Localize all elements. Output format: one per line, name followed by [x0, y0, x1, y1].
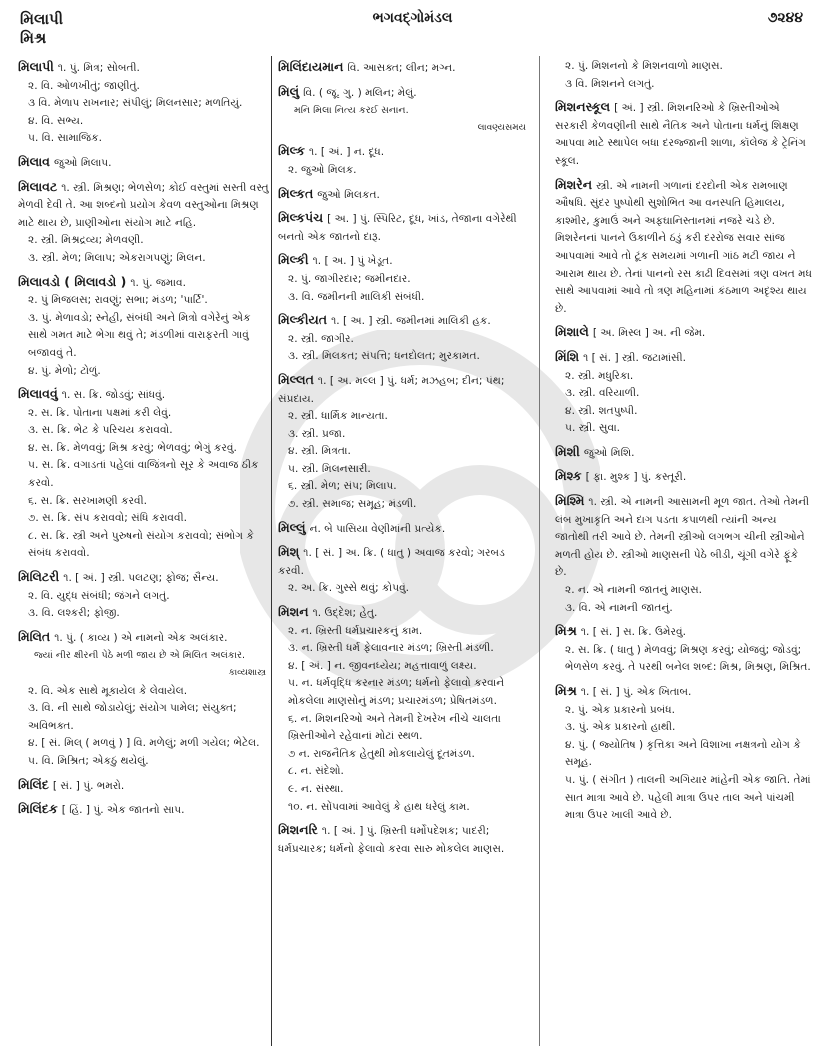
entry-sense: ૧. [ સં. ] અ. ક્રિ. ( ધાતુ ) અવાજ કરવો; ગરબડ કરવી. — [278, 547, 505, 577]
dictionary-entry — [18, 385, 270, 563]
entry-sense: [ અ. ] પું. સ્પિરિટ, દૂધ, ખાંડ, તેજાના વગેરેથી બનતો એક જાતનો દારૂ. — [278, 213, 517, 243]
entry-sense: ૨. વિ. એક સાથે મૂકાયેલ કે લેવાયેલ. — [28, 684, 188, 697]
entry-sense: ૬. ન. મિશનરિઓ અને તેમની દેખરેખ નીચે ચાલતા ખ્રિસ્તીઓને રહેવાનાં મોટાં સ્થળ. — [288, 712, 501, 743]
entry-headword: મિલિંદ — [18, 776, 49, 792]
entry-sense: ૩. વિ. ની સાથે જોડાયેલું; સંયોગ પામેલ; સંયુક્ત; અવિભક્ત. — [28, 702, 237, 732]
entry-headword: મિશ્ર — [555, 623, 577, 639]
entry-sense: ૧. પું. ( કાવ્ય ) એ નામનો એક અલંકાર. — [54, 631, 228, 644]
entry-sense: ૩. સ્ત્રી. પ્રજા. — [288, 427, 346, 440]
entry-sense: ૨. પું. એક પ્રકારનો પ્રબંધ. — [565, 703, 676, 716]
entry-citation: કાવ્યશાસ્ત્ર — [228, 668, 266, 678]
entry-sense: ૧. પું. મિત્ર; સોબતી. — [57, 62, 140, 74]
entry-sense: ૯. ન. સંસ્થા. — [288, 782, 344, 795]
dictionary-entry — [555, 622, 813, 677]
entry-headword: મિલ્ક — [278, 143, 305, 159]
entry-sense: ૨. પું. મિશનનો કે મિશનવાળો માણસ. — [565, 60, 723, 72]
entry-sense: ૫. પું. ( સંગીત ) તાલની અગિયાર માંહેની એક જાતિ. તેમાં સાત માત્રા આવે છે. પહેલી માત્રા ઉપર તાલ અને પાંચમી માત્રા ઉપર ખાલી આવે છે. — [565, 773, 811, 822]
entry-headword: મિશન — [278, 604, 309, 620]
dictionary-entry — [18, 273, 270, 381]
entry-sense: ૧. [ અં. ] પું. ખ્રિસ્તી ધર્મોપદેશક; પાદરી; ધર્મપ્રચારક; ધર્મનો ફેલાવો કરવા સારુ મોકલેલ માણસ. — [278, 825, 505, 855]
entry-headword: મિલાવવું — [18, 386, 58, 402]
entry-headword: મિલ્લત — [278, 371, 314, 387]
entry-headword: મિલાવટ — [18, 178, 58, 194]
entry-sense: ૨. વિ. ઓળખીતું; જાણીતું. — [28, 79, 140, 92]
entry-sense: ૨. ન. ખ્રિસ્તી ધર્મપ્રચારકનું કામ. — [288, 624, 423, 637]
dictionary-entry — [278, 185, 530, 205]
guide-word-last: મિશ્ર — [20, 29, 47, 47]
dictionary-entry — [278, 311, 530, 366]
entry-quotation: જ્યાં નીર ક્ષીરની પેઠે મળી જાય છે એ મિલિત અલંકાર. — [34, 650, 246, 662]
entry-sense: ૭ ન. રાજનૈતિક હેતુથી મોકલાયેલું દૂતમંડળ. — [288, 747, 475, 760]
entry-sense: ૨. વિ. યુદ્ધ સંબંધી; જંગને લગતું. — [28, 589, 170, 602]
entry-quotation: મનિ મિલા નિત્ય કરઈ સનાન. — [294, 105, 409, 117]
entry-sense: ૮. સ. ક્રિ. સ્ત્રી અને પુરુષનો સંયોગ કરાવવો; સંભોગ કે સંબંધ કરાવવો. — [28, 529, 254, 560]
entry-sense: જુઓ મિલાપ. — [53, 156, 112, 169]
entry-sense: ૫. સ્ત્રી. મિલનસારી. — [288, 462, 371, 475]
dictionary-entry — [555, 323, 813, 343]
entry-sense: ૪. [ અં. ] ન. જીવનધ્યેય; મહત્તાવાળું લક્ષ્ય. — [288, 659, 477, 672]
entry-sense: [ અ. મિસ્લ ] અ. ની જેમ. — [592, 327, 706, 340]
entry-sense: ૧૦. ન. સોંપવામાં આવેલું કે હાથ ધરેલું કામ. — [288, 800, 470, 813]
entry-sense: ૫. ન. ધર્મવૃદ્ધિ કરનાર મંડળ; ધર્મનો ફેલાવો કરવાને મોકલેલા માણસોનું મંડળ; પ્રચારમંડળ; પ્રેષિતમંડળ. — [288, 677, 505, 707]
dictionary-column-3 — [555, 58, 813, 830]
dictionary-entry — [278, 209, 530, 246]
entry-sense: ૩. સ્ત્રી. વરિયાળી. — [565, 387, 640, 400]
dictionary-entry — [555, 467, 813, 487]
entry-headword: મિલિટરી — [18, 569, 60, 585]
entry-sense: ૩. વિ. એ નામની જાતનું. — [565, 601, 673, 614]
entry-sense: ૩ વિ. મેળાપ રાખનાર; સંપીલું; મિલનસાર; મળતિયું. — [28, 97, 243, 110]
dictionary-entry — [278, 543, 530, 598]
entry-headword: મિશ્મિ — [555, 493, 585, 509]
page-number: ૭૨૪૪ — [767, 10, 803, 26]
entry-sense: ૧. [ સં. ] સ. ક્રિ. ઉમેરવું. — [580, 626, 686, 639]
entry-sense: [ અં. ] સ્ત્રી. મિશનરિઓ કે ખ્રિસ્તીઓએ સરકારી કેળવણીની સાથે નૈતિક અને પોતાના ધર્મનું શિક્ષણ આપવા માટે સ્થાપેલ બધા દરજ્જાની શાળા, કૉલેજ કે ટ્રેનિંગ સ્કૂલ. — [555, 102, 806, 167]
entry-sense: ૨. પું મિજલસ; રાવણું; સભા; મંડળ; 'પાર્ટિ'. — [28, 294, 208, 307]
entry-sense: ૨. સ. ક્રિ. ( ધાતુ ) મેળવવું; મિશ્રણ કરવું; યોજવું; જોડવું; ભેળસેળ કરવું. તે પરથી બનેલ શબ્દ: મિશ્ર, મિશ્રણ, મિશ્રિત. — [565, 643, 811, 674]
entry-sense: ૧. [ અ. ] પું ખેડૂત. — [312, 255, 393, 268]
entry-sense: ૪. પું. મેળો; ટોળું. — [28, 364, 101, 377]
entry-headword: મિંશિ — [555, 348, 580, 364]
entry-citation: લાવણ્યસમય — [477, 122, 526, 133]
entry-sense: જુઓ મિલકત. — [317, 188, 380, 201]
entry-sense: ૧. [ અ. મલ્લ ] પું. ધર્મ; મઝહબ; દીન; પંથ; સંપ્રદાય. — [278, 374, 505, 405]
entry-sense: ૧. સ્ત્રી. મિશ્રણ; ભેળસેળ; કોઈ વસ્તુમાં સસ્તી વસ્તુ મેળવી દેવી તે. આ શબ્દનો પ્રયોગ કેવળ વસ્તુઓના મિશ્રણ માટે થાય છે, પ્રાણીઓના સંયોગ માટે નહિ. — [18, 181, 269, 229]
entry-sense: ૨. સ્ત્રી. જાગીર. — [288, 332, 354, 345]
entry-headword: મિલ્લું — [278, 519, 306, 535]
entry-headword: મિલાવડો ( મિલાવડો ) — [18, 273, 127, 289]
dictionary-entry — [555, 348, 813, 438]
entry-headword: મિશ્ર — [555, 683, 577, 698]
entry-headword: મિલિંદાયમાન — [278, 59, 344, 74]
entry-sense: ૩. વિ. જમીનની માલિકી સંબંધી. — [288, 290, 425, 303]
entry-sense: ૪. સ. ક્રિ. મેળવવું; મિશ્ર કરવું; ભેળવવું; ભેગું કરવું. — [28, 441, 237, 454]
entry-headword: મિલ્કી — [278, 252, 309, 268]
entry-sense: ૪. સ્ત્રી. શતપુષ્પી. — [565, 404, 638, 417]
dictionary-entry — [555, 176, 813, 319]
entry-headword: મિલિત — [18, 628, 51, 644]
entry-sense: [ ફા. મુશ્ક ] પું. કસ્તૂરી. — [585, 471, 687, 484]
dictionary-column-2 — [278, 58, 530, 863]
dictionary-entry — [555, 58, 813, 93]
entry-sense: ૪. [ સં. મિલ્ ( મળવું ) ] વિ. મળેલું; મળી ગયેલ; ભેટેલ. — [28, 737, 260, 750]
entry-sense: ૧. [ અં. ] સ્ત્રી. પલટણ; ફોજ; સૈન્ય. — [63, 572, 219, 585]
entry-sense: ૧. સ. ક્રિ. જોડવું; સાંધવું. — [61, 389, 166, 402]
entry-sense: [ હિં. ] પું. એક જાતનો સાપ. — [61, 804, 185, 817]
entry-headword: મિલાવ — [18, 153, 50, 169]
dictionary-entry — [278, 519, 530, 539]
entry-sense: સ્ત્રી. એ નામની ગળાનાં દરદોની એક રામબાણ ઔષધિ. સુંદર પુષ્પોથી સુશોભિત આ વનસ્પતિ હિમાલય, કાશ્મીર, કુમાઉં અને અફઘાનિસ્તાનમાં નજરે ચડે છે. મિશરેનનાં પાનને ઉકાળીને ઠંડું કરી દરરોજ સવાર સાંજ આપવામાં આવે તો ટૂંક સમયમાં ગળાની ગાંઠ મટી જાય ને આરામ થાય છે. તેનાં પાનનો રસ કાઢી દિવસમાં ત્રણ વખત મધ સાથે આપવામાં આવે તો ત્રણ મહિનામાં કંઠમાળ અદૃશ્ય થાય છે. — [555, 179, 812, 315]
dictionary-entry — [18, 800, 270, 820]
entry-sense: ૩. ન. ખ્રિસ્તી ધર્મ ફેલાવનાર મંડળ; ખ્રિસ્તી મંડળી. — [288, 642, 494, 655]
entry-sense: ૨. સ્ત્રી. મિશ્રદ્રવ્ય; મેળવણી. — [28, 234, 144, 247]
entry-sense: ૩ વિ. મિશનને લગતું. — [565, 77, 655, 90]
entry-sense: ૪. સ્ત્રી. મિત્રતા. — [288, 445, 351, 458]
dictionary-entry — [278, 821, 530, 858]
entry-headword: મિશનસ્કૂલ — [555, 99, 611, 115]
entry-sense: ૩. સ્ત્રી. મિલકત; સંપત્તિ; ધનદોલત; મુરકામત. — [288, 350, 480, 363]
guide-word-first: મિલાપી — [20, 10, 64, 28]
entry-sense: વિ. આસક્ત; લીન; મગ્ન. — [347, 62, 456, 74]
entry-sense: ૧. પું. જમાવ. — [130, 276, 186, 289]
dictionary-entry — [18, 178, 270, 268]
entry-sense: ૧. [ સં. ] પું. એક ખિતાબ. — [580, 686, 692, 698]
entry-sense: ૨. ન. એ નામની જાતનું માણસ. — [565, 584, 703, 597]
dictionary-entry — [555, 443, 813, 463]
entry-sense: ૭. સ્ત્રી. સમાજ; સમૂહ; મંડળી. — [288, 498, 417, 511]
entry-sense: ૬. સ. ક્રિ. સરખામણી કરવી. — [28, 494, 148, 507]
entry-sense: ૩. પું. એક પ્રકારનો હાથી. — [565, 721, 676, 734]
dictionary-entry — [555, 682, 813, 825]
entry-sense: ૫. સ્ત્રી. સુવા. — [565, 422, 621, 435]
entry-headword: મિલ્કપંચ — [278, 210, 324, 226]
entry-sense: ૫. વિ. સામાજિક. — [28, 132, 102, 145]
entry-sense: ૩. સ્ત્રી. મેળ; મિલાપ; એકરાગપણું; મિલન. — [28, 251, 206, 264]
entry-sense: ૫. વિ. મિશ્રિત; એકઠું થયેલું. — [28, 754, 149, 767]
dictionary-entry — [18, 153, 270, 173]
entry-headword: મિશી — [555, 443, 580, 459]
dictionary-entry — [278, 603, 530, 816]
entry-sense: ૨. સ્ત્રી. ધાર્મિક માન્યતા. — [288, 410, 388, 423]
entry-sense: ૪. પું. ( જ્યોતિષ ) કૃત્તિકા અને વિશાખા નક્ષત્રનો યોગ કે સમૂહ. — [565, 738, 801, 769]
entry-sense: ૨. અ. ક્રિ. ગુસ્સે થવું; કોપવું. — [288, 582, 410, 595]
entry-sense: ૧. સ્ત્રી. એ નામની આસામની મૂળ જાત. તેઓ તેમની લંબ મુખાકૃતિ અને દાગ પડતા કપાળથી ત્યાંની અન્ય જાતોથી તરી આવે છે. તેમની સ્ત્રીઓ લગભગ ચીની સ્ત્રીઓને મળતી હોય છે. સ્ત્રીઓ માણસની પેઠે બીડી, ચૂંગી વગેરે ફૂંકે છે. — [555, 496, 809, 579]
dictionary-entry — [278, 142, 530, 179]
entry-sense: ૧. [ અ. ] સ્ત્રી. જમીનમાં માલિકી હક. — [331, 315, 491, 328]
dictionary-entry — [555, 98, 813, 170]
dictionary-entry — [18, 628, 270, 771]
entry-sense: ન. બે પાસિયા વેણીમાંની પ્રત્યેક. — [309, 522, 446, 535]
entry-sense: ૧. [ અં. ] ન. દૂધ. — [308, 146, 385, 159]
entry-sense: ૫. સ. ક્રિ. વગાડતાં પહેલાં વાજિંત્રનો સૂર કે અવાજ ઠીક કરવો. — [28, 459, 259, 490]
entry-headword: મિશરેન — [555, 176, 593, 192]
entry-sense: ૨. સ. ક્રિ. પોતાના પક્ષમાં કરી લેવું. — [28, 406, 172, 419]
entry-sense: ૪. વિ. સભ્ય. — [28, 114, 84, 127]
dictionary-entry — [278, 58, 530, 78]
entry-headword: મિશ્ક — [555, 468, 582, 484]
dictionary-entry — [18, 58, 270, 148]
entry-sense: ૩. સ. ક્રિ. ભેટ કે પરિચય કરાવવો. — [28, 424, 173, 437]
entry-headword: મિલિંદક — [18, 801, 58, 817]
dictionary-entry — [18, 568, 270, 623]
entry-sense: જુઓ મિશિ. — [583, 446, 635, 459]
column-divider — [271, 56, 272, 1046]
entry-sense: ૩. પું. મેળાવડો; સ્નેહી, સંબંધી અને મિત્રો વગેરેનું એક સાથે ગમત માટે ભેગા થવું તે; મંડળીમાં વારાફરતી ગાવું બજાવવું તે. — [28, 311, 251, 359]
entry-headword: મિશ્ — [278, 544, 300, 560]
entry-headword: મિશાલે — [555, 324, 589, 340]
entry-sense: ૬. સ્ત્રી. મેળ; સંપ; મિલાપ. — [288, 480, 397, 493]
entry-headword: મિશનરિ — [278, 822, 318, 838]
book-title: ભગવદ્ગોમંડલ — [372, 10, 453, 26]
page-header — [0, 0, 825, 48]
column-divider — [539, 56, 540, 1046]
dictionary-entry — [555, 492, 813, 617]
entry-sense: ૨. પું. જાગીરદાર; જમીનદાર. — [288, 272, 411, 285]
entry-sense: વિ. ( જૂ. ગુ. ) મલિન; મેલું. — [303, 86, 417, 99]
entry-headword: મિલ્કત — [278, 185, 314, 201]
dictionary-column-1 — [18, 58, 270, 825]
entry-sense: ૨. જુઓ મિલક. — [288, 163, 357, 176]
entry-sense: ૨. સ્ત્રી. મધુરિકા. — [565, 369, 634, 382]
entry-headword: મિલું — [278, 83, 300, 99]
entry-sense: [ સં. ] પું. ભમરો. — [52, 779, 125, 792]
dictionary-entry — [278, 251, 530, 306]
entry-sense: ૧ [ સં. ] સ્ત્રી. જટામાંસી. — [583, 351, 687, 364]
dictionary-entry — [278, 371, 530, 514]
entry-headword: મિલાપી — [18, 59, 54, 74]
dictionary-entry — [18, 776, 270, 796]
dictionary-entry — [278, 83, 530, 138]
entry-sense: ૧. ઉદ્દેશ; હેતુ. — [312, 607, 378, 620]
entry-sense: ૭. સ. ક્રિ. સંપ કરાવવો; સંધિ કરાવવી. — [28, 512, 188, 525]
entry-sense: ૮. ન. સંદેશો. — [288, 765, 344, 778]
entry-headword: મિલ્કીયત — [278, 312, 328, 328]
entry-sense: ૩. વિ. લશ્કરી; ફોજી. — [28, 607, 120, 620]
